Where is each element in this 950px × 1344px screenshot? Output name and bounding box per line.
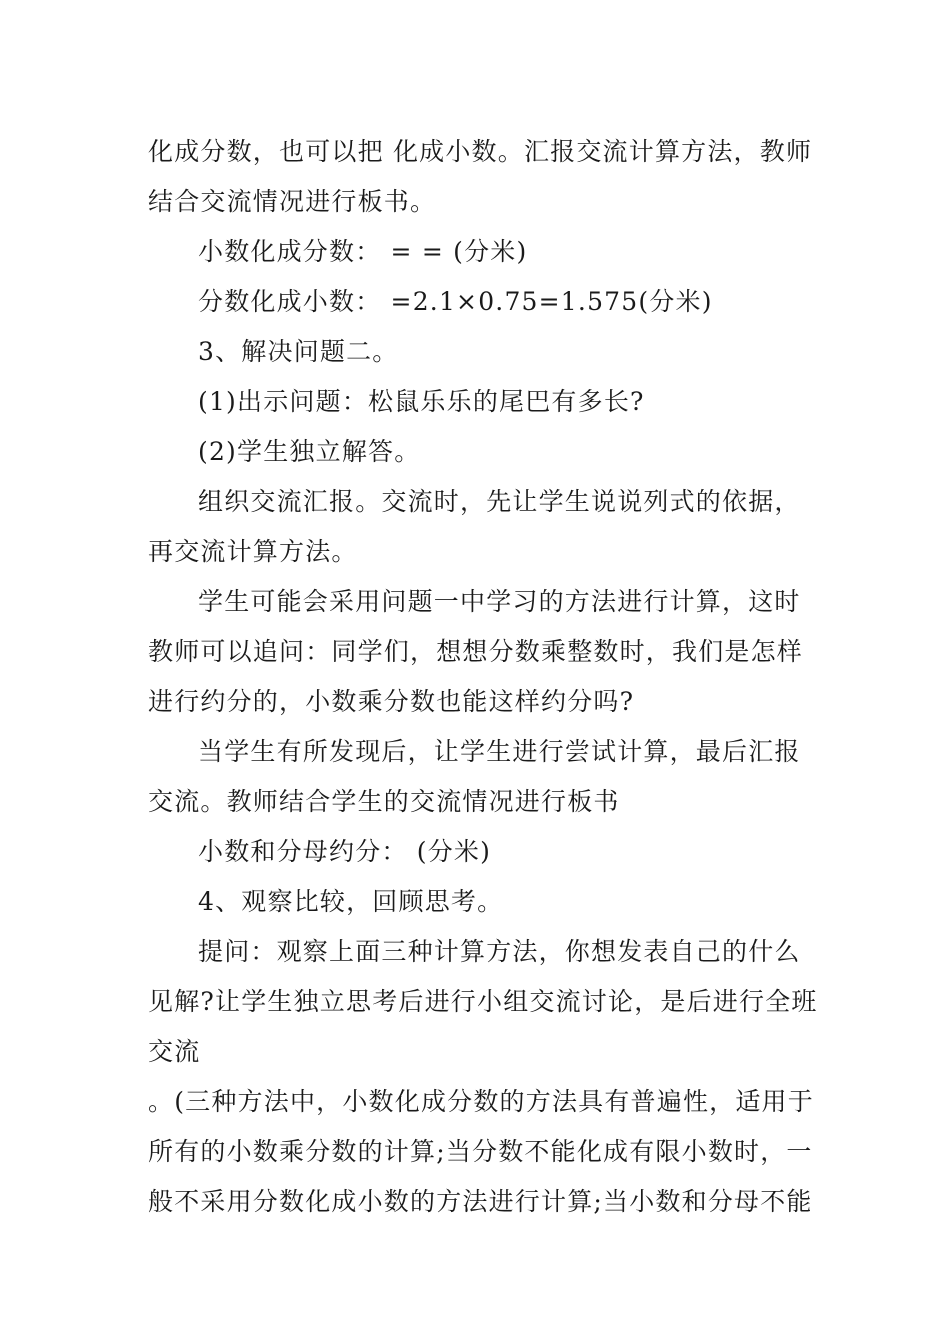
text-line-10: 学生可能会采用问题一中学习的方法进行计算，这时: [198, 587, 801, 616]
text-line-21: 所有的小数乘分数的计算;当分数不能化成有限小数时，一: [148, 1137, 813, 1166]
text-line-20: 。(三种方法中，小数化成分数的方法具有普遍性，适用于: [148, 1087, 814, 1116]
text-line-2: 结合交流情况进行板书。: [148, 187, 437, 216]
text-line-5: 3、解决问题二。: [198, 337, 399, 366]
text-line-6: (1)出示问题：松鼠乐乐的尾巴有多长?: [198, 387, 645, 416]
text-line-15: 小数和分母约分： (分米): [198, 837, 492, 866]
text-line-3: 小数化成分数： = = (分米): [198, 237, 528, 266]
text-line-7: (2)学生独立解答。: [198, 437, 421, 466]
text-line-18: 见解?让学生独立思考后进行小组交流讨论，是后进行全班: [148, 987, 818, 1016]
text-line-11: 教师可以追问：同学们，想想分数乘整数时，我们是怎样: [148, 637, 804, 666]
text-line-19: 交流: [148, 1037, 201, 1066]
text-line-8: 组织交流汇报。交流时，先让学生说说列式的依据，: [198, 487, 801, 516]
text-line-16: 4、观察比较，回顾思考。: [198, 887, 504, 916]
text-line-9: 再交流计算方法。: [148, 537, 358, 566]
text-line-1: 化成分数，也可以把 化成小数。汇报交流计算方法，教师: [148, 137, 813, 166]
text-line-17: 提问：观察上面三种计算方法，你想发表自己的什么: [198, 937, 801, 966]
text-line-22: 般不采用分数化成小数的方法进行计算;当小数和分母不能: [148, 1187, 813, 1216]
text-line-12: 进行约分的，小数乘分数也能这样约分吗?: [148, 687, 635, 716]
text-line-13: 当学生有所发现后，让学生进行尝试计算，最后汇报: [198, 737, 801, 766]
text-line-14: 交流。教师结合学生的交流情况进行板书: [148, 787, 620, 816]
text-line-4: 分数化成小数： =2.1×0.75=1.575(分米): [198, 287, 713, 316]
